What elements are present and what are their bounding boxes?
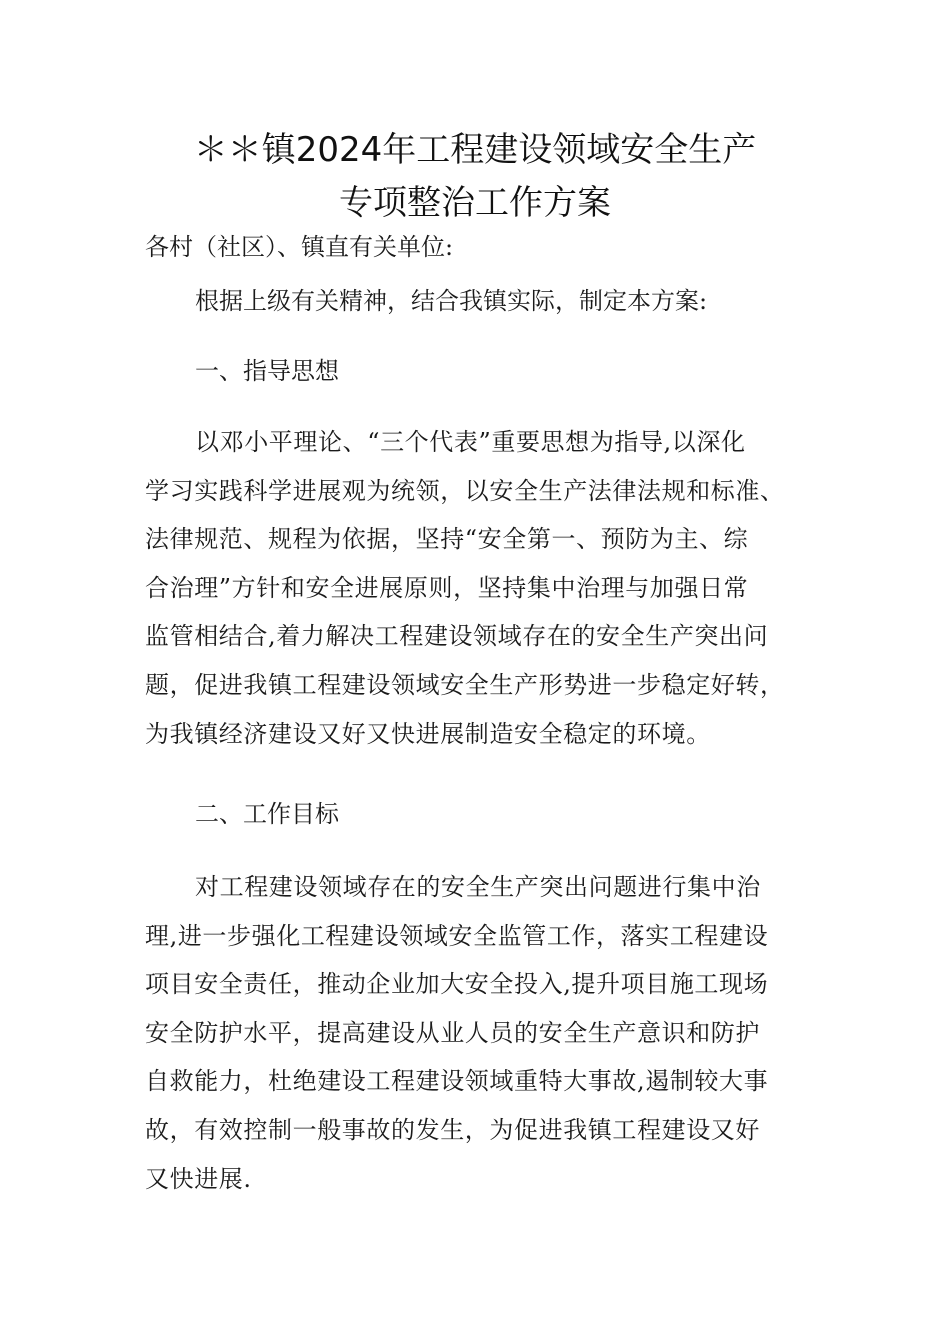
paragraph-line: 故，有效控制一般事故的发生，为促进我镇工程建设又好 (145, 1115, 760, 1144)
paragraph-line: 题，促进我镇工程建设领域安全生产形势进一步稳定好转， (145, 670, 785, 699)
paragraph-line: 对工程建设领域存在的安全生产突出问题进行集中治 (195, 873, 761, 901)
intro-paragraph: 根据上级有关精神，结合我镇实际，制定本方案: (195, 287, 708, 315)
document-title-line-2: 专项整治工作方案 (339, 183, 611, 223)
paragraph-line: 项目安全责任，推动企业加大安全投入,提升项目施工现场 (145, 970, 769, 999)
paragraph-line: 学习实践科学进展观为统领，以安全生产法律法规和标准、 (145, 476, 785, 505)
document-title-line-1: ＊＊镇2024年工程建设领域安全生产 (193, 130, 757, 170)
paragraph-line: 理,进一步强化工程建设领域安全监管工作，落实工程建设 (145, 921, 769, 950)
salutation: 各村（社区）、镇直有关单位: (145, 233, 454, 261)
section-heading-work-goals: 二、工作目标 (195, 800, 339, 828)
paragraph-line: 又快进展. (145, 1164, 252, 1193)
section-body-guiding-ideology (145, 427, 805, 767)
paragraph-line: 安全防护水平，提高建设从业人员的安全生产意识和防护 (145, 1018, 760, 1047)
paragraph-line: 监管相结合,着力解决工程建设领域存在的安全生产突出问 (145, 622, 769, 651)
section-heading-guiding-ideology: 一、指导思想 (195, 357, 339, 385)
paragraph-line: 为我镇经济建设又好又快进展制造安全稳定的环境。 (145, 719, 711, 748)
paragraph-line: 以邓小平理论、“三个代表”重要思想为指导,以深化 (195, 428, 746, 456)
paragraph-line: 法律规范、规程为依据，坚持“安全第一、预防为主、综 (145, 525, 749, 554)
paragraph-line: 自救能力，杜绝建设工程建设领域重特大事故,遏制较大事 (145, 1067, 769, 1096)
paragraph-line: 合治理”方针和安全进展原则，坚持集中治理与加强日常 (145, 573, 749, 602)
section-body-work-goals (145, 872, 805, 1212)
